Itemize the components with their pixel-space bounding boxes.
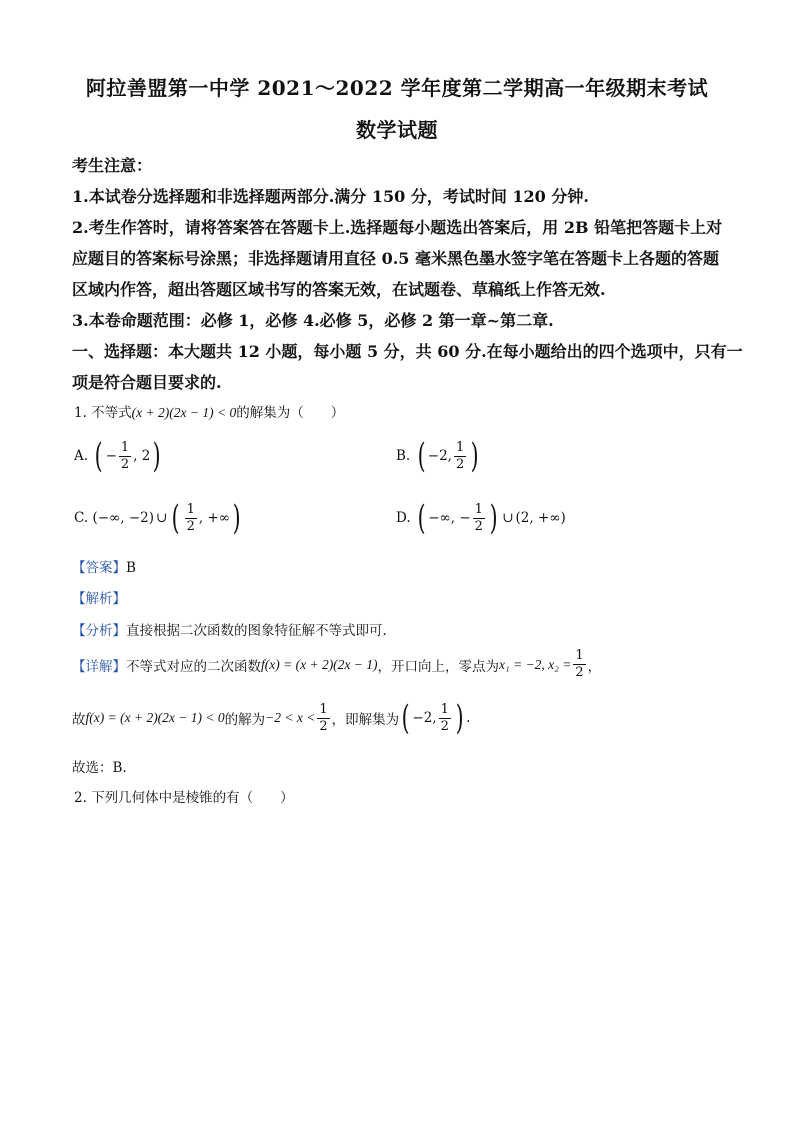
detail2-prefix: 故 [72,712,86,728]
detail2-expr: f(x) = (x + 2)(2x − 1) < 0 [85,710,225,725]
notice-heading: 考生注意： [72,156,153,175]
option-a-label: A. [74,448,89,464]
notice-item-2-cont: 应题目的答案标号涂黑；非选择题请用直径 0.5 毫米黑色墨水签字笔在答题卡上各题的答题 [72,249,719,268]
section-heading-cont: 项是符合题目要求的. [72,373,222,392]
option-d: D. ( −∞, − $\frac{1}{2}$ ) ∪ (2, +∞) [396,498,566,538]
detail-text-1: 不等式对应的二次函数 [126,658,261,675]
option-a: A. ( − $\frac{1}{2}$ , 2 ) [74,436,161,476]
answer-line [72,556,136,576]
exam-subtitle: 数学试题 [356,118,438,142]
question-1-suffix: 的解集为（ ） [236,405,345,421]
question-1-expr: (x + 2)(2x − 1) < 0 [131,405,237,420]
fenxi-line [72,619,387,639]
fenxi-text: 直接根据二次函数的图象特征解不等式即可. [126,623,387,639]
detail-line-1: 【详解】 不等式对应的二次函数 f(x) = (x + 2)(2x − 1) ，开口向上，零点为 x₁ = −2, x₂ = $\frac{1}{2}$ ， [72,648,602,680]
detail2-sol: −2 < x < [265,710,316,725]
detail2-text: ，即解集为 [331,712,400,728]
option-b: B. ( −2, $\frac{1}{2}$ ) [396,436,479,476]
answer-value: B [126,560,136,576]
fenxi-tag: 【分析】 [72,623,126,639]
exam-title: 阿拉善盟第一中学 2021～2022 学年度第二学期高一年级期末考试 [85,76,709,100]
detail2-mid: 的解为 [224,712,266,728]
option-d-label: D. [396,510,411,526]
option-b-label: B. [396,448,411,464]
notice-item-2-cont2: 区域内作答，超出答题区域书写的答案无效，在试题卷、草稿纸上作答无效. [72,280,606,299]
question-1 [74,401,344,421]
section-heading: 一、选择题：本大题共 12 小题，每小题 5 分，共 60 分.在每小题给出的四个选项中，只有一 [72,342,743,361]
conclusion: 故选：B. [72,760,127,776]
detail-text-2: ，开口向上，零点为 [377,658,500,675]
answer-tag: 【答案】 [72,560,126,576]
notice-item-3: 3.本卷命题范围：必修 1，必修 4.必修 5，必修 2 第一章~第二章. [72,311,554,330]
analysis-line [72,587,126,607]
detail-line-2: 故 f(x) = (x + 2)(2x − 1) < 0 的解为 −2 < x < $\frac{1}{2}$ ，即解集为 ( −2, $\frac{1}{2}$ ) . [72,698,471,738]
detail-func: f(x) = (x + 2)(2x − 1) [261,656,378,672]
detail-tag: 【详解】 [72,658,126,675]
question-1-prefix: 1. 不等式 [74,405,132,421]
analysis-tag: 【解析】 [72,591,126,607]
option-c: C. (−∞, −2) ∪ ( $\frac{1}{2}$ , +∞ ) [74,498,241,538]
notice-item-2: 2.考生作答时，请将答案答在答题卡上.选择题每小题选出答案后，用 2B 铅笔把答题卡上对 [72,218,723,237]
option-c-label: C. [74,510,89,526]
detail-zeros: x₁ = −2, x₂ = [499,656,572,672]
question-2: 2. 下列几何体中是棱锥的有（ ） [74,790,294,806]
notice-item-1: 1.本试卷分选择题和非选择题两部分.满分 150 分，考试时间 120 分钟. [72,187,589,206]
